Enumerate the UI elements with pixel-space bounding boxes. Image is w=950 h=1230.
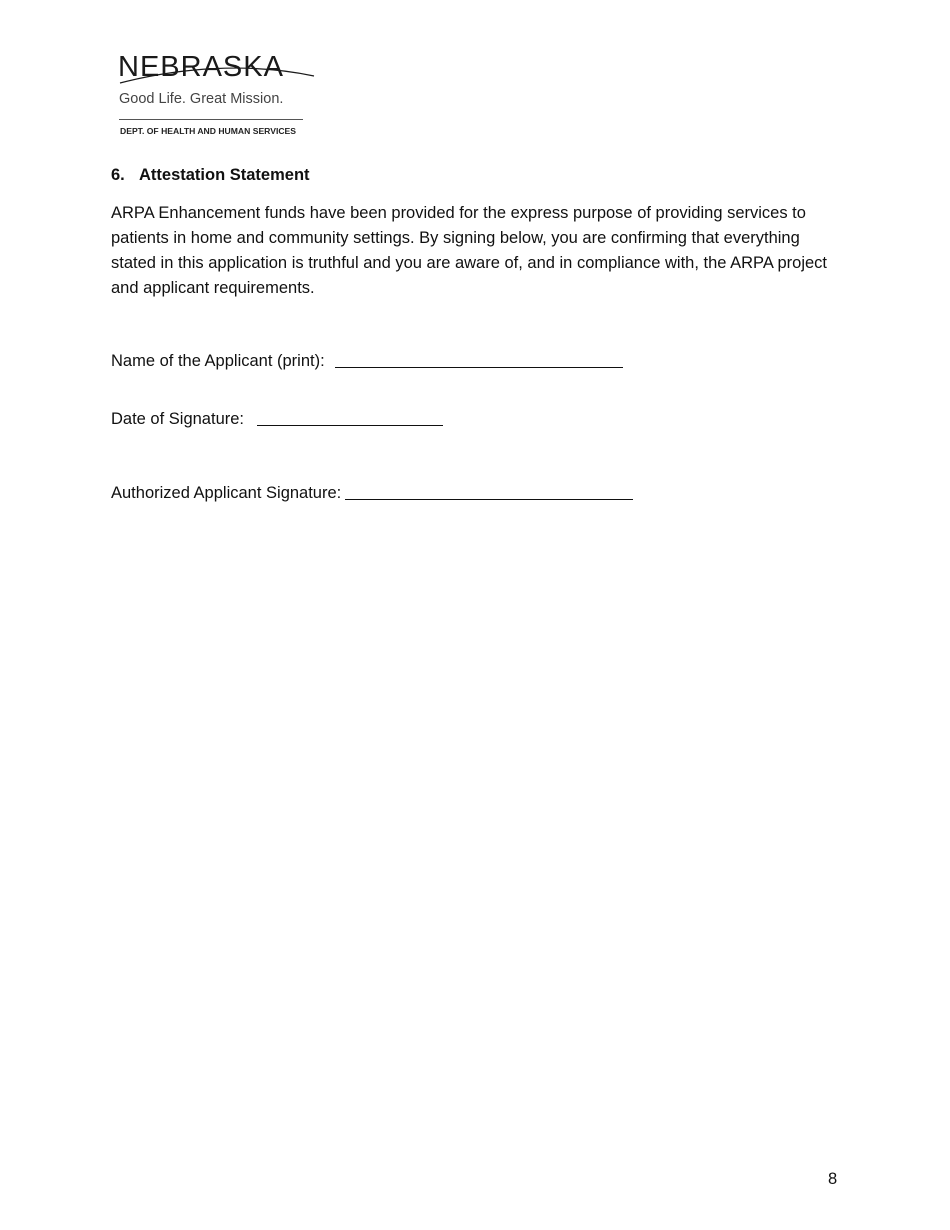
section-heading <box>111 166 310 185</box>
applicant-name-label: Name of the Applicant (print): <box>111 352 325 370</box>
logo-swoosh-icon <box>118 54 318 84</box>
section-title: Attestation Statement <box>139 166 310 184</box>
section-number: 6. <box>111 166 125 184</box>
attestation-paragraph <box>111 201 843 301</box>
logo-wordmark: NEBRASKA <box>118 51 284 83</box>
logo-department: DEPT. OF HEALTH AND HUMAN SERVICES <box>120 126 297 136</box>
signature-date-label: Date of Signature: <box>111 410 244 428</box>
logo-tagline: Good Life. Great Mission. <box>119 91 284 107</box>
logo-divider <box>119 119 303 120</box>
applicant-name-row <box>111 349 623 371</box>
attestation-text: ARPA Enhancement funds have been provided for the express purpose of providing services to patients in home and community settings. By signing below, you are confirming that everything stated in this application is truthful and you are aware of, and in compliance with, the ARPA project and applicant requirements. <box>111 204 828 297</box>
applicant-name-field[interactable] <box>335 351 623 368</box>
dhhs-logo <box>118 50 318 140</box>
applicant-signature-label: Authorized Applicant Signature: <box>111 484 342 502</box>
page-number: 8 <box>828 1170 838 1188</box>
signature-date-row <box>111 407 443 429</box>
signature-date-field[interactable] <box>257 409 443 426</box>
applicant-signature-row <box>111 481 633 503</box>
applicant-signature-field[interactable] <box>345 483 633 500</box>
